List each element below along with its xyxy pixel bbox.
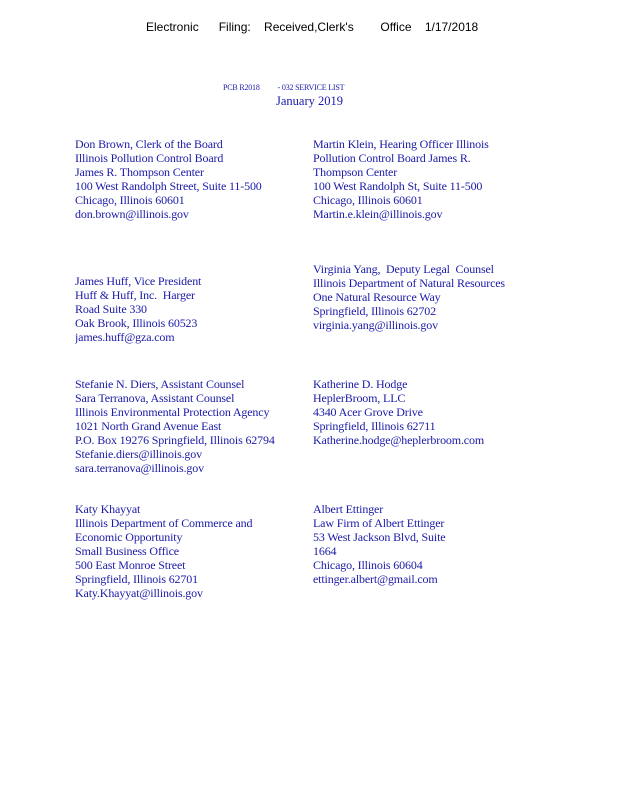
contact-block-virginia-yang bbox=[313, 262, 563, 332]
contact-line: P.O. Box 19276 Springfield, Illinois 62794 bbox=[75, 433, 275, 447]
contact-line: Springfield, Illinois 62701 bbox=[75, 572, 198, 586]
contact-line: 100 West Randolph Street, Suite 11-500 bbox=[75, 179, 262, 193]
contact-block-james-huff bbox=[75, 274, 307, 344]
contact-line: Law Firm of Albert Ettinger bbox=[313, 516, 445, 530]
contact-line: 1664 bbox=[313, 544, 337, 558]
contact-line: 53 West Jackson Blvd, Suite bbox=[313, 530, 446, 544]
contact-block-katherine-hodge bbox=[313, 377, 563, 447]
contact-line: Springfield, Illinois 62711 bbox=[313, 419, 436, 433]
contact-line: Springfield, Illinois 62702 bbox=[313, 304, 436, 318]
contact-block-martin-klein bbox=[313, 137, 563, 221]
contact-line: Virginia Yang, Deputy Legal Counsel bbox=[313, 262, 494, 276]
contact-email: ettinger.albert@gmail.com bbox=[313, 572, 438, 586]
contact-line: HeplerBroom, LLC bbox=[313, 391, 406, 405]
contact-line: 1021 North Grand Avenue East bbox=[75, 419, 222, 433]
contact-line: Chicago, Illinois 60601 bbox=[313, 193, 423, 207]
contact-line: Sara Terranova, Assistant Counsel bbox=[75, 391, 235, 405]
contact-email: james.huff@gza.com bbox=[75, 330, 175, 344]
contact-line: Small Business Office bbox=[75, 544, 179, 558]
service-list-date: January 2019 bbox=[276, 94, 343, 108]
contact-block-albert-ettinger bbox=[313, 502, 563, 586]
contact-line: Economic Opportunity bbox=[75, 530, 183, 544]
contact-line: Illinois Environmental Protection Agency bbox=[75, 405, 270, 419]
contact-line: 4340 Acer Grove Drive bbox=[313, 405, 423, 419]
contact-line: Chicago, Illinois 60601 bbox=[75, 193, 185, 207]
contact-email: Katherine.hodge@heplerbroom.com bbox=[313, 433, 485, 447]
filing-stamp-header: Electronic Filing: Received,Clerk's Office 1/17/2018 bbox=[146, 20, 479, 34]
contact-line: Pollution Control Board James R. bbox=[313, 151, 471, 165]
contact-email: Martin.e.klein@illinois.gov bbox=[313, 207, 443, 221]
contact-block-don-brown bbox=[75, 137, 307, 221]
contact-email: sara.terranova@illinois.gov bbox=[75, 461, 204, 475]
contact-line: Martin Klein, Hearing Officer Illinois bbox=[313, 137, 489, 151]
contact-email: virginia.yang@illinois.gov bbox=[313, 318, 438, 332]
contact-line: Stefanie N. Diers, Assistant Counsel bbox=[75, 377, 245, 391]
contact-block-katy-khayyat bbox=[75, 502, 307, 600]
contact-line: Huff & Huff, Inc. Harger bbox=[75, 288, 195, 302]
contact-line: Albert Ettinger bbox=[313, 502, 384, 516]
contact-line: Road Suite 330 bbox=[75, 302, 147, 316]
contact-line: One Natural Resource Way bbox=[313, 290, 441, 304]
contact-email: Katy.Khayyat@illinois.gov bbox=[75, 586, 203, 600]
contact-email: Stefanie.diers@illinois.gov bbox=[75, 447, 202, 461]
contact-line: Illinois Department of Commerce and bbox=[75, 516, 253, 530]
contact-line: Chicago, Illinois 60604 bbox=[313, 558, 423, 572]
contact-line: 100 West Randolph St, Suite 11-500 bbox=[313, 179, 483, 193]
contact-line: Katherine D. Hodge bbox=[313, 377, 408, 391]
contact-email: don.brown@illinois.gov bbox=[75, 207, 189, 221]
contact-line: Illinois Department of Natural Resources bbox=[313, 276, 505, 290]
contact-line: Oak Brook, Illinois 60523 bbox=[75, 316, 198, 330]
contact-block-illinois-epa bbox=[75, 377, 307, 475]
contact-line: James Huff, Vice President bbox=[75, 274, 202, 288]
contact-line: Illinois Pollution Control Board bbox=[75, 151, 224, 165]
service-list-title: PCB R2018 - 032 SERVICE LIST bbox=[223, 83, 345, 92]
contact-line: Katy Khayyat bbox=[75, 502, 141, 516]
contact-line: Don Brown, Clerk of the Board bbox=[75, 137, 223, 151]
contact-line: 500 East Monroe Street bbox=[75, 558, 186, 572]
contact-line: James R. Thompson Center bbox=[75, 165, 204, 179]
contact-line: Thompson Center bbox=[313, 165, 398, 179]
